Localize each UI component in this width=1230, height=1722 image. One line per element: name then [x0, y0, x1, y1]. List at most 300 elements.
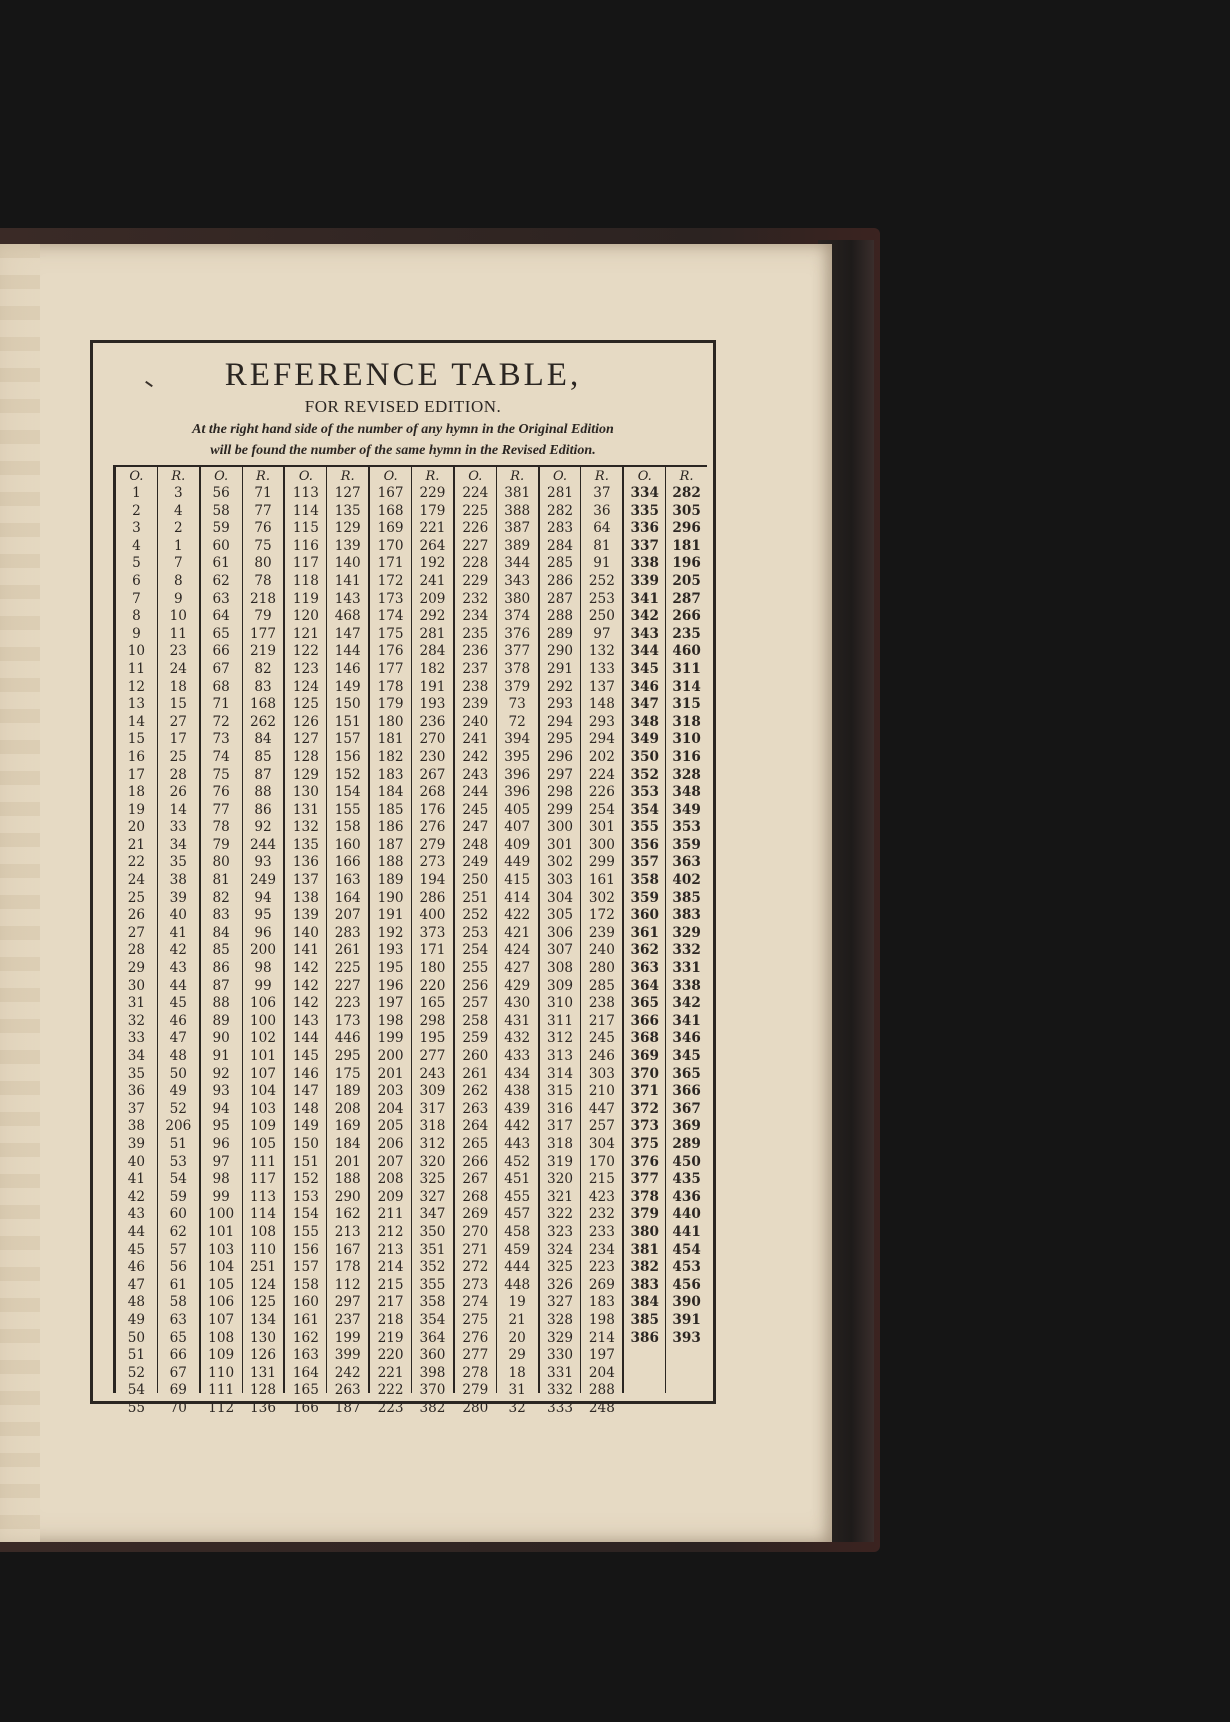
table-cell: 81	[212, 872, 230, 889]
table-cell: 283	[547, 520, 573, 537]
table-cell: 103	[250, 1100, 276, 1117]
table-cell: 354	[419, 1311, 446, 1328]
table-cell: 438	[504, 1083, 531, 1100]
column-header: R.	[425, 469, 440, 484]
table-cell: 22	[127, 854, 146, 871]
table-cell: 27	[169, 713, 187, 730]
table-column	[370, 467, 412, 1416]
table-cell: 281	[547, 485, 573, 501]
table-cell: 338	[630, 555, 659, 572]
table-cell: 94	[212, 1100, 230, 1117]
table-cell: 25	[127, 889, 146, 906]
table-cell: 273	[462, 1276, 489, 1293]
table-cell: 229	[419, 485, 446, 501]
table-cell: 281	[419, 625, 446, 642]
table-cell: 65	[169, 1329, 187, 1346]
column-header: O.	[383, 469, 398, 484]
table-cell: 224	[588, 766, 615, 783]
table-cell: 245	[588, 1030, 615, 1047]
table-cell: 66	[212, 643, 230, 660]
table-cell: 51	[127, 1347, 146, 1364]
reference-grid	[113, 465, 707, 1416]
table-cell: 314	[672, 678, 701, 695]
table-cell: 172	[377, 572, 404, 589]
table-cell: 28	[169, 766, 187, 783]
table-cell: 297	[334, 1294, 361, 1311]
table-cell: 152	[292, 1171, 319, 1188]
table-cell: 390	[672, 1294, 701, 1311]
table-cell: 252	[462, 907, 489, 924]
table-cell: 385	[672, 889, 701, 906]
table-cell: 160	[292, 1294, 319, 1311]
table-cell: 362	[630, 942, 659, 959]
table-cell: 429	[504, 977, 531, 994]
table-cell: 311	[672, 660, 701, 677]
table-cell: 214	[377, 1259, 404, 1276]
table-cell: 184	[334, 1135, 361, 1152]
table-cell: 142	[292, 960, 319, 977]
table-cell: 140	[292, 924, 319, 941]
table-cell: 364	[419, 1329, 446, 1346]
table-cell: 198	[377, 1012, 404, 1029]
table-cell: 65	[212, 625, 230, 642]
table-cell: 164	[334, 889, 361, 906]
table-cell: 92	[212, 1065, 230, 1082]
table-cell: 218	[377, 1311, 404, 1328]
table-cell: 360	[419, 1347, 446, 1364]
table-cell: 204	[377, 1100, 404, 1117]
table-cell: 187	[377, 836, 404, 853]
table-cell: 443	[504, 1135, 531, 1152]
table-cell: 366	[672, 1083, 701, 1100]
table-cell: 275	[462, 1311, 489, 1328]
table-cell: 329	[672, 924, 701, 941]
table-cell: 318	[672, 713, 701, 730]
table-cell: 331	[672, 960, 701, 977]
table-cell: 300	[547, 819, 573, 836]
table-cell: 379	[504, 678, 531, 695]
table-cell: 382	[630, 1259, 659, 1276]
table-cell: 369	[672, 1118, 701, 1135]
table-cell: 354	[630, 801, 659, 818]
table-cell: 427	[504, 960, 531, 977]
table-cell: 199	[334, 1329, 361, 1346]
table-cell: 176	[377, 643, 404, 660]
table-cell: 267	[462, 1171, 489, 1188]
table-cell: 104	[208, 1259, 235, 1276]
table-cell: 251	[462, 889, 489, 906]
table-cell: 169	[334, 1118, 361, 1135]
column-header: R.	[594, 469, 609, 484]
table-cell: 56	[169, 1259, 187, 1276]
table-cell: 19	[127, 801, 146, 818]
table-cell: 431	[504, 1012, 531, 1029]
table-cell: 185	[377, 801, 404, 818]
table-cell: 277	[419, 1048, 446, 1064]
table-cell: 33	[127, 1030, 146, 1047]
table-cell: 360	[630, 907, 659, 924]
table-cell: 153	[292, 1188, 319, 1205]
table-cell: 74	[212, 748, 230, 765]
table-cell: 217	[377, 1294, 404, 1311]
table-cell: 92	[254, 819, 272, 836]
table-cell: 201	[334, 1153, 361, 1170]
table-cell: 38	[127, 1118, 146, 1135]
table-cell: 249	[250, 872, 276, 889]
table-cell: 327	[547, 1294, 573, 1311]
table-cell: 269	[588, 1276, 615, 1293]
table-cell: 298	[419, 1012, 446, 1029]
table-cell: 79	[254, 608, 272, 625]
table-cell: 227	[462, 537, 489, 554]
table-cell: 20	[508, 1329, 526, 1346]
table-cell: 402	[672, 872, 701, 889]
table-cell: 141	[292, 942, 319, 959]
table-cell: 229	[462, 572, 489, 589]
table-cell: 193	[377, 942, 404, 959]
table-cell: 189	[334, 1083, 361, 1100]
table-cell: 318	[547, 1135, 573, 1152]
table-cell: 304	[547, 889, 573, 906]
table-cell: 288	[547, 608, 573, 625]
table-cell: 79	[212, 836, 230, 853]
table-cell: 386	[630, 1329, 659, 1346]
table-cell: 253	[588, 590, 615, 607]
table-column	[412, 467, 455, 1416]
table-cell: 380	[504, 590, 531, 607]
table-cell: 111	[208, 1382, 235, 1399]
table-cell: 109	[250, 1118, 276, 1135]
table-cell: 189	[377, 872, 404, 889]
table-cell: 132	[292, 819, 319, 836]
table-cell: 144	[292, 1030, 319, 1047]
table-cell: 352	[630, 766, 659, 783]
table-cell: 315	[672, 696, 701, 713]
table-cell: 310	[672, 731, 701, 748]
table-cell: 423	[588, 1188, 615, 1205]
table-cell: 219	[250, 643, 276, 660]
table-cell: 223	[334, 995, 361, 1012]
table-cell: 160	[334, 836, 361, 853]
table-cell: 223	[377, 1399, 404, 1416]
table-cell: 370	[419, 1382, 446, 1399]
table-cell: 187	[334, 1399, 361, 1416]
table-cell: 52	[169, 1100, 187, 1117]
table-cell: 99	[212, 1188, 230, 1205]
table-cell: 80	[254, 555, 272, 572]
table-cell: 178	[377, 678, 404, 695]
table-cell: 168	[250, 696, 276, 713]
table-cell: 261	[334, 942, 361, 959]
table-cell: 361	[630, 924, 659, 941]
table-cell: 378	[630, 1188, 659, 1205]
table-cell: 128	[292, 748, 319, 765]
table-cell: 365	[672, 1065, 701, 1082]
table-cell: 278	[462, 1364, 489, 1381]
table-cell: 279	[462, 1382, 489, 1399]
table-cell: 64	[212, 608, 230, 625]
table-cell: 363	[672, 854, 701, 871]
table-cell: 209	[419, 590, 446, 607]
table-cell: 11	[127, 660, 146, 677]
table-cell: 370	[630, 1065, 659, 1082]
table-cell: 142	[292, 977, 319, 994]
table-cell: 135	[334, 502, 361, 519]
table-cell: 459	[504, 1241, 531, 1258]
table-cell: 351	[419, 1241, 446, 1258]
table-cell: 100	[208, 1206, 235, 1223]
table-cell: 163	[334, 872, 361, 889]
table-cell: 283	[334, 924, 361, 941]
table-cell: 6	[132, 572, 141, 589]
table-cell: 149	[292, 1118, 319, 1135]
table-cell: 43	[127, 1206, 146, 1223]
table-cell: 25	[169, 748, 187, 765]
table-cell: 174	[377, 608, 404, 625]
table-cell: 176	[419, 801, 446, 818]
table-cell: 127	[292, 731, 319, 748]
table-cell: 158	[292, 1276, 319, 1293]
table-cell: 268	[462, 1188, 489, 1205]
table-cell: 60	[212, 537, 230, 554]
table-cell: 422	[504, 907, 531, 924]
table-cell: 44	[169, 977, 187, 994]
table-cell: 325	[419, 1171, 446, 1188]
table-cell: 250	[588, 608, 615, 625]
table-cell: 46	[169, 1012, 187, 1029]
table-cell: 247	[462, 819, 489, 836]
table-cell: 259	[462, 1030, 489, 1047]
table-column	[624, 467, 666, 1393]
table-cell: 64	[593, 520, 611, 537]
table-cell: 245	[462, 801, 489, 818]
table-cell: 341	[672, 1012, 701, 1029]
table-cell: 110	[250, 1241, 276, 1258]
table-cell: 365	[630, 995, 659, 1012]
table-cell: 87	[254, 766, 272, 783]
table-cell: 349	[630, 731, 659, 748]
table-cell: 113	[250, 1188, 276, 1205]
table-cell: 374	[504, 608, 531, 625]
table-cell: 98	[212, 1171, 230, 1188]
table-cell: 152	[334, 766, 361, 783]
table-cell: 37	[127, 1100, 146, 1117]
table-cell: 108	[250, 1223, 276, 1240]
table-cell: 241	[419, 572, 446, 589]
table-cell: 143	[334, 590, 361, 607]
table-cell: 377	[630, 1171, 659, 1188]
table-cell: 69	[169, 1382, 187, 1399]
table-cell: 308	[547, 960, 573, 977]
table-cell: 332	[547, 1382, 573, 1399]
table-cell: 289	[672, 1135, 701, 1152]
column-header: R.	[679, 469, 694, 484]
table-cell: 47	[127, 1276, 146, 1293]
table-cell: 91	[593, 555, 611, 572]
table-cell: 347	[630, 696, 659, 713]
table-cell: 166	[292, 1399, 319, 1416]
table-cell: 7	[132, 590, 141, 607]
table-cell: 4	[173, 502, 183, 519]
table-cell: 214	[588, 1329, 615, 1346]
table-cell: 150	[334, 696, 361, 713]
table-cell: 42	[127, 1188, 146, 1205]
table-cell: 197	[588, 1347, 615, 1364]
table-cell: 357	[630, 854, 659, 871]
table-cell: 325	[547, 1259, 573, 1276]
table-cell: 448	[504, 1276, 531, 1293]
table-cell: 51	[169, 1135, 187, 1152]
table-column	[540, 467, 582, 1416]
table-cell: 107	[250, 1065, 276, 1082]
table-cell: 449	[504, 854, 531, 871]
table-cell: 168	[377, 502, 404, 519]
table-cell: 59	[169, 1188, 187, 1205]
table-column	[581, 467, 624, 1416]
table-cell: 166	[334, 854, 361, 871]
table-cell: 348	[630, 713, 659, 730]
table-cell: 23	[169, 643, 187, 660]
table-cell: 136	[292, 854, 319, 871]
table-cell: 66	[169, 1347, 187, 1364]
table-cell: 238	[588, 995, 615, 1012]
table-cell: 67	[212, 660, 230, 677]
table-cell: 139	[292, 907, 319, 924]
table-cell: 299	[588, 854, 615, 871]
table-cell: 341	[630, 590, 659, 607]
table-cell: 80	[212, 854, 230, 871]
table-cell: 206	[377, 1135, 404, 1152]
table-cell: 157	[292, 1259, 319, 1276]
table-cell: 290	[547, 643, 573, 660]
table-cell: 116	[292, 537, 319, 554]
table-cell: 433	[504, 1048, 531, 1064]
table-cell: 48	[169, 1048, 187, 1064]
table-cell: 124	[250, 1276, 276, 1293]
table-cell: 276	[462, 1329, 489, 1346]
table-cell: 100	[250, 1012, 276, 1029]
table-cell: 373	[630, 1118, 659, 1135]
table-cell: 73	[508, 696, 526, 713]
table-cell: 206	[165, 1118, 192, 1135]
table-cell: 395	[504, 748, 531, 765]
table-cell: 350	[419, 1223, 446, 1240]
table-cell: 242	[334, 1364, 361, 1381]
table-cell: 84	[212, 924, 230, 941]
table-cell: 193	[419, 696, 446, 713]
table-cell: 61	[212, 555, 230, 572]
table-cell: 243	[462, 766, 489, 783]
table-cell: 435	[672, 1171, 701, 1188]
table-cell: 35	[169, 854, 187, 871]
table-cell: 161	[292, 1311, 319, 1328]
table-cell: 14	[127, 713, 146, 730]
table-cell: 156	[334, 748, 361, 765]
table-column	[327, 467, 370, 1416]
table-cell: 167	[377, 485, 404, 501]
table-cell: 78	[254, 572, 272, 589]
table-cell: 213	[334, 1223, 361, 1240]
table-cell: 446	[334, 1030, 361, 1047]
table-cell: 182	[377, 748, 404, 765]
table-cell: 344	[504, 555, 531, 572]
table-cell: 376	[630, 1153, 659, 1170]
table-cell: 239	[588, 924, 615, 941]
table-cell: 199	[377, 1030, 404, 1047]
table-cell: 35	[127, 1065, 146, 1082]
table-cell: 111	[250, 1153, 276, 1170]
table-cell: 208	[334, 1100, 361, 1117]
table-cell: 30	[127, 977, 146, 994]
table-cell: 131	[250, 1364, 276, 1381]
table-cell: 178	[334, 1259, 361, 1276]
table-cell: 237	[334, 1311, 361, 1328]
table-cell: 162	[334, 1206, 361, 1223]
table-cell: 188	[334, 1171, 361, 1188]
table-cell: 95	[254, 907, 272, 924]
table-cell: 380	[630, 1223, 659, 1240]
table-cell: 430	[504, 995, 531, 1012]
table-cell: 373	[419, 924, 446, 941]
table-cell: 34	[169, 836, 187, 853]
table-cell: 55	[127, 1399, 146, 1416]
table-cell: 45	[127, 1241, 146, 1258]
column-header: O.	[129, 469, 144, 484]
table-cell: 150	[292, 1135, 319, 1152]
table-cell: 215	[377, 1276, 404, 1293]
table-cell: 138	[292, 889, 319, 906]
table-cell: 244	[250, 836, 276, 853]
table-cell: 257	[462, 995, 489, 1012]
table-cell: 117	[292, 555, 319, 572]
table-cell: 36	[593, 502, 611, 519]
table-cell: 97	[593, 625, 611, 642]
table-cell: 457	[504, 1206, 531, 1223]
table-cell: 358	[419, 1294, 446, 1311]
table-cell: 164	[292, 1364, 319, 1381]
table-cell: 252	[588, 572, 615, 589]
table-cell: 271	[462, 1241, 489, 1258]
table-column	[455, 467, 497, 1416]
table-column	[285, 467, 327, 1416]
table-cell: 284	[419, 643, 446, 660]
table-cell: 270	[462, 1223, 489, 1240]
table-cell: 127	[334, 485, 361, 501]
table-cell: 101	[208, 1223, 235, 1240]
table-cell: 15	[127, 731, 146, 748]
table-cell: 258	[462, 1012, 489, 1029]
table-cell: 179	[419, 502, 446, 519]
table-cell: 290	[334, 1188, 361, 1205]
table-cell: 323	[547, 1223, 573, 1240]
table-cell: 286	[419, 889, 446, 906]
table-cell: 75	[212, 766, 230, 783]
table-cell: 162	[292, 1329, 319, 1346]
table-cell: 331	[547, 1364, 573, 1381]
table-cell: 181	[672, 537, 701, 554]
column-header: O.	[214, 469, 229, 484]
table-cell: 75	[254, 537, 272, 554]
table-cell: 93	[254, 854, 272, 871]
table-cell: 292	[547, 678, 573, 695]
table-cell: 299	[547, 801, 573, 818]
table-cell: 277	[462, 1347, 489, 1364]
table-cell: 318	[419, 1118, 446, 1135]
table-cell: 52	[127, 1364, 146, 1381]
table-cell: 203	[377, 1083, 404, 1100]
table-cell: 312	[419, 1135, 446, 1152]
table-cell: 165	[419, 995, 446, 1012]
